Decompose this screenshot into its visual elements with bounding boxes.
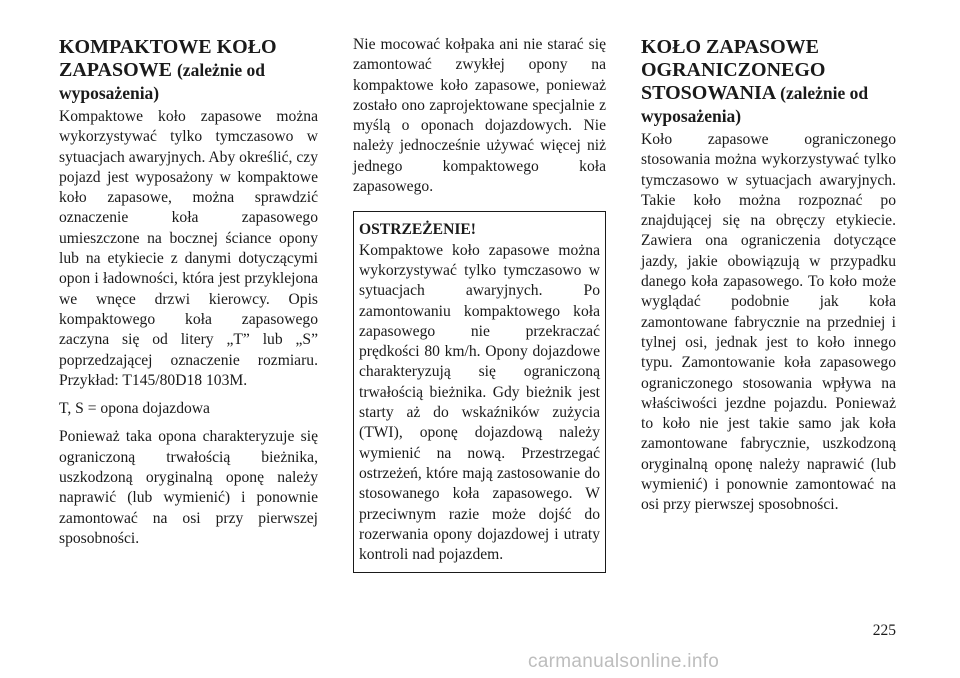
compact-spare-heading — [59, 36, 318, 105]
warning-box — [353, 211, 606, 573]
left-column — [59, 36, 318, 557]
right-column — [641, 36, 896, 524]
watermark: carmanualsonline.info — [528, 651, 720, 672]
compact-spare-heading-sub: (zależnie od wyposażenia) — [59, 60, 265, 103]
compact-spare-paragraph-2: T, S = opona dojazdowa — [59, 400, 210, 418]
middle-column — [353, 35, 606, 573]
compact-spare-paragraph-3: Ponieważ taka opona charakteryzuje się ograniczoną trwałością bieżnika, uszkodzoną oryginalną oponę należy naprawić (lub wymienić) i ponownie zamontować na osi przy pierwszej sposobności. — [59, 428, 318, 547]
warning-text: Kompaktowe koło zapasowe można wykorzystywać tylko tymczasowo w sytuacjach awaryjnych. Po zamontowaniu kompaktowego koła zapasowego nie przekraczać prędkości 80 km/h. Opony dojazdowe charakteryzują się ograniczoną trwałością bieżnika. Gdy bieżnik jest starty aż do wskaźników zużycia (TWI), oponę dojazdową należy wymienić na nową. Przestrzegać ostrzeżeń, które mają zastosowanie do stosowanego koła zapasowego. W przeciwnym razie może dojść do rozerwania opony dojazdowej i utraty kontroli nad pojazdem. — [359, 241, 600, 564]
warning-title: OSTRZEŻENIE! — [359, 221, 476, 239]
limited-spare-heading-sub: (zależnie od wyposażenia) — [641, 83, 869, 126]
compact-spare-paragraph-1: Kompaktowe koło zapasowe można wykorzystywać tylko tymczasowo w sytuacjach awaryjnych. Aby określić, czy pojazd jest wyposażony w kompaktowe koło zapasowe, można sprawdzić oznaczenie koła zapasowego umieszczone na bocznej ściance opony lub na etykiecie z danymi dotyczącymi opon i ładowności, która jest przyklejona we wnęce drzwi kierowcy. Opis kompaktowego koła zapasowego zaczyna się od litery „T” lub „S” poprzedzającej oznaczenie rozmiaru. Przykład: T145/80D18 103M. — [59, 108, 318, 389]
limited-spare-heading — [641, 36, 896, 128]
compact-spare-paragraph-4: Nie mocować kołpaka ani nie starać się zamontować zwykłej opony na kompaktowe koło zapasowe, ponieważ zostało ono zaprojektowane specjalnie z myślą o oponach dojazdowych. Nie należy jednocześnie używać więcej niż jednego kompaktowego koła zapasowego. — [353, 36, 606, 196]
limited-spare-paragraph: Koło zapasowe ograniczonego stosowania można wykorzystywać tylko tymczasowo w sytuacjach awaryjnych. Takie koło można rozpoznać po znajdującej się na obręczy etykiecie. Zawiera ona ograniczenia dotyczące jazdy, jakie obowiązują w przypadku danego koła zapasowego. To koło może wyglądać podobnie jak koła zamontowane fabrycznie na przedniej i tylnej osi, jednak jest to koło innego typu. Zamontowanie koła zapasowego ograniczonego stosowania wpływa na właściwości jezdne pojazdu. Ponieważ to koło nie jest takie samo jak koła zamontowane fabrycznie, uszkodzoną oryginalną oponę należy naprawić (lub wymienić) i ponownie zamontować na osi przy pierwszej sposobności. — [641, 131, 896, 514]
limited-spare-heading-main: KOŁO ZAPASOWE OGRANICZONEGO STOSOWANIA — [641, 36, 826, 104]
page-number: 225 — [872, 622, 896, 639]
compact-spare-heading-main: KOMPAKTOWE KOŁO ZAPASOWE — [59, 36, 277, 81]
